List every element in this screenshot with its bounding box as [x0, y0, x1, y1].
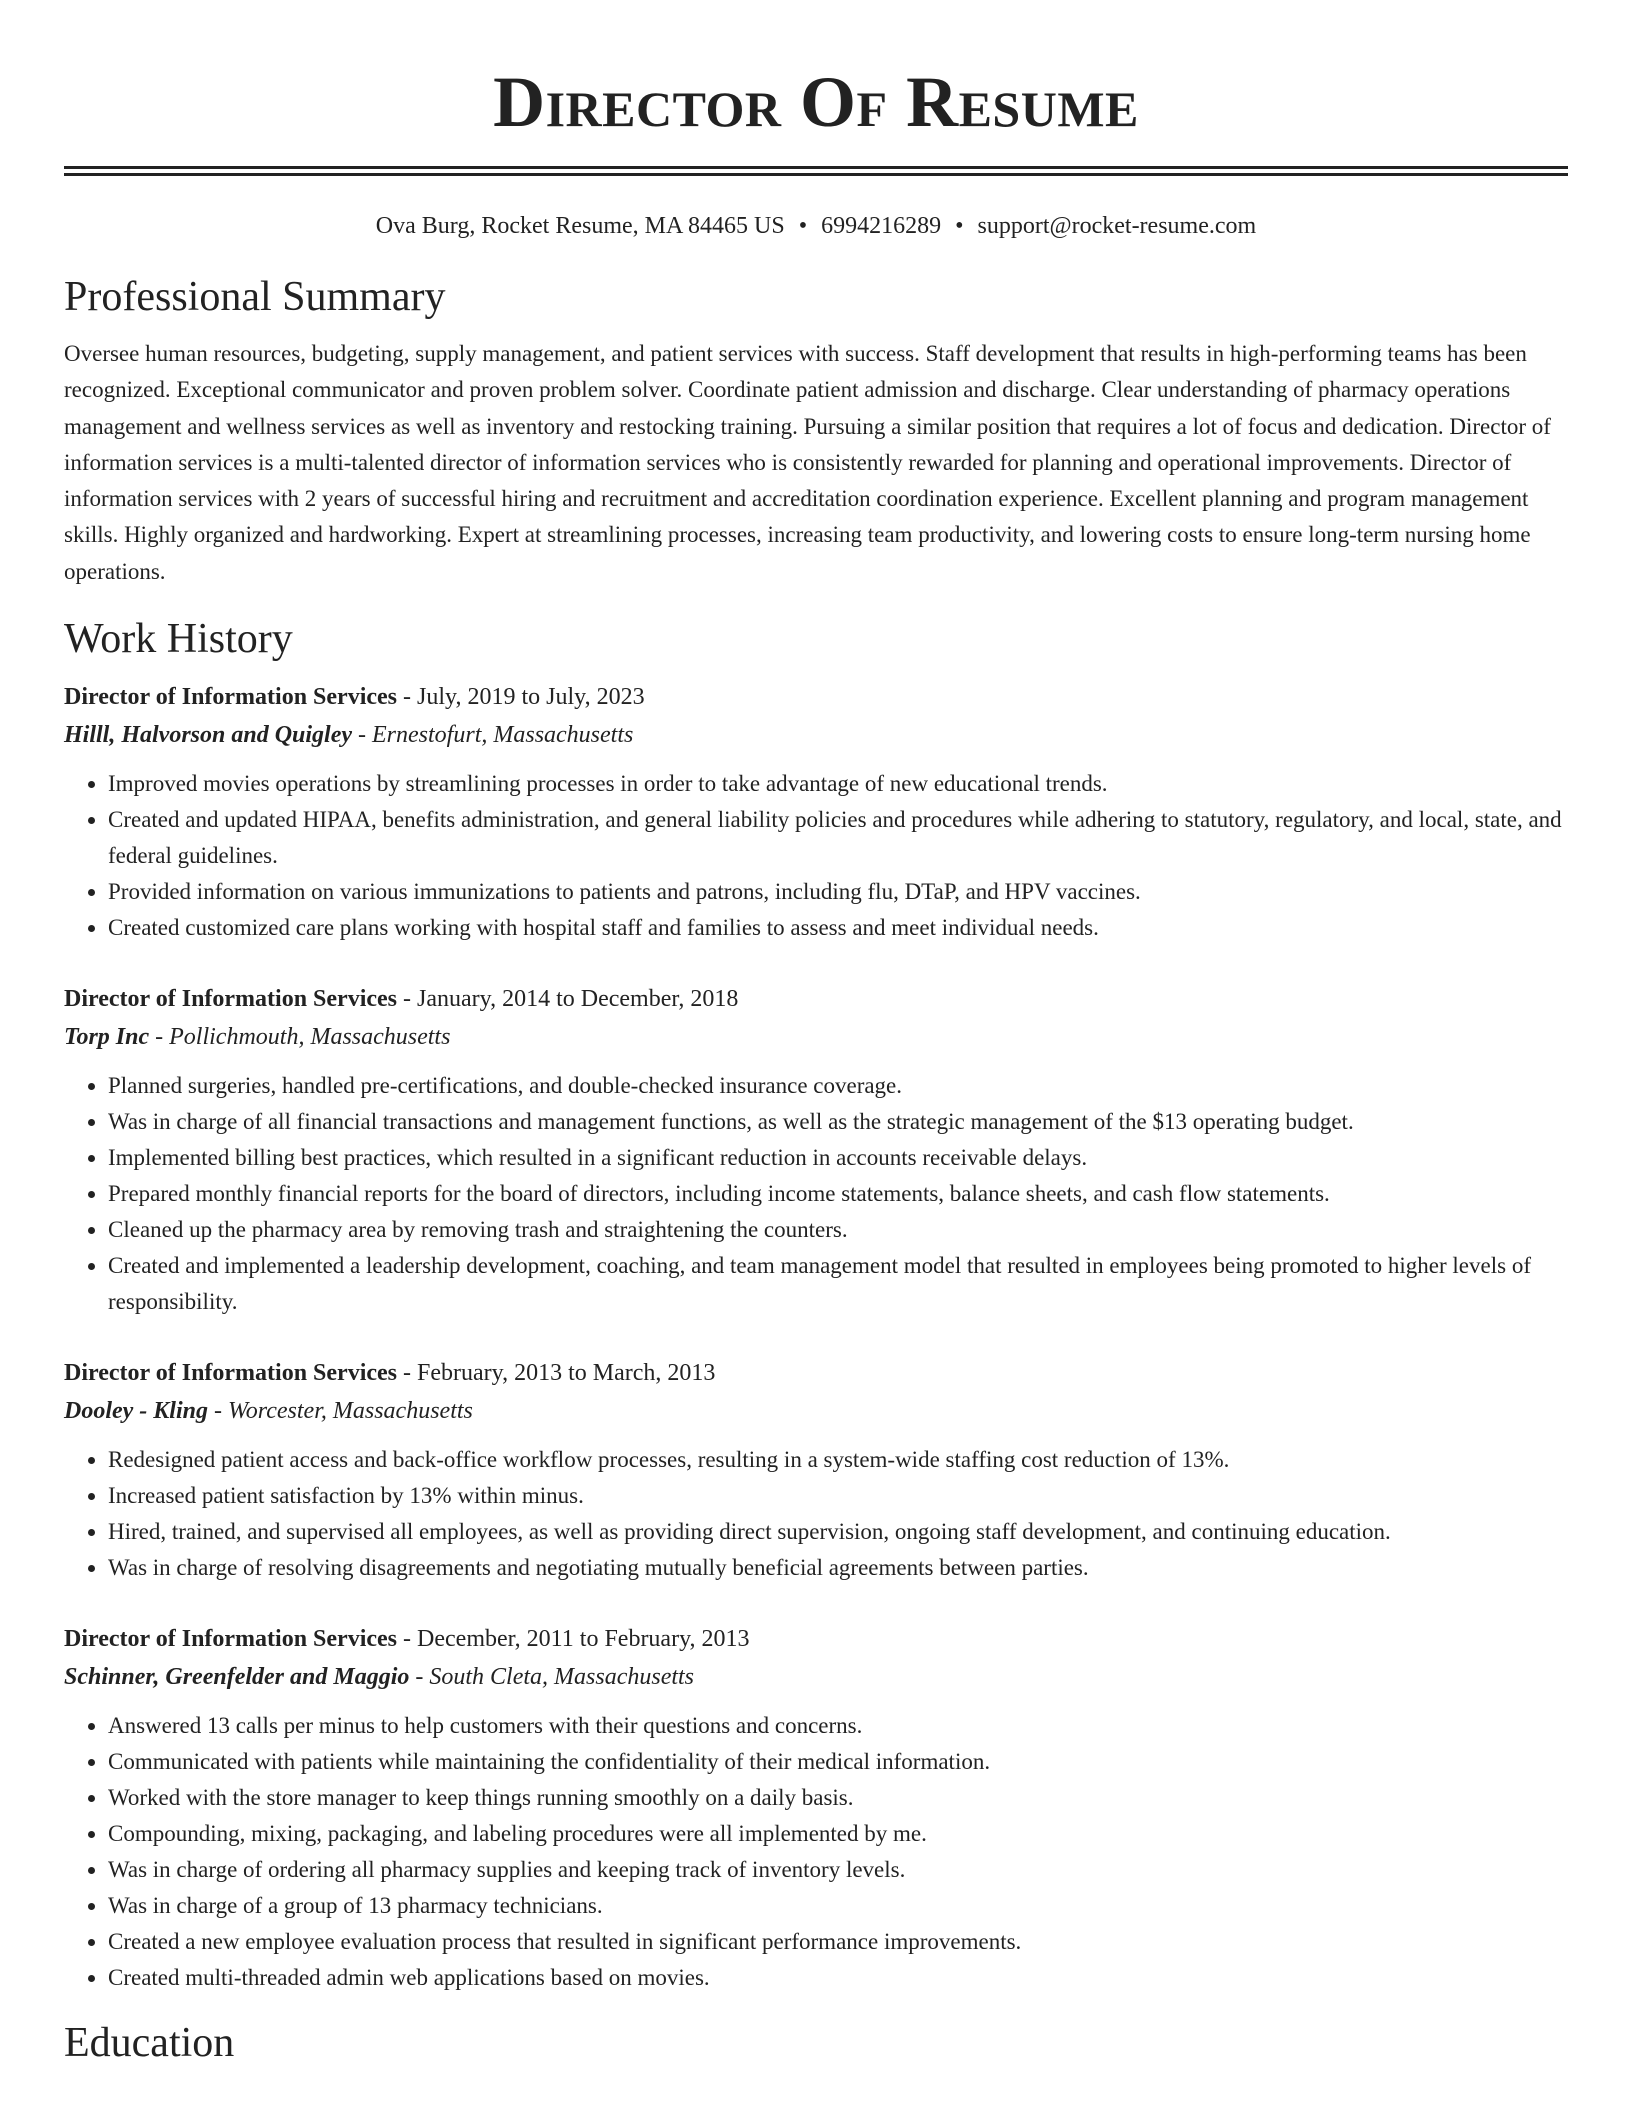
job-entry	[64, 678, 1568, 946]
job-bullet: • Created a new employee evaluation process that resulted in significant performance improvements.	[108, 1924, 1568, 1960]
job-bullet: • Was in charge of ordering all pharmacy supplies and keeping track of inventory levels.	[108, 1852, 1568, 1888]
title-divider	[64, 166, 1568, 176]
job-company-line	[64, 1018, 1568, 1056]
contact-separator: •	[955, 213, 964, 239]
job-bullet: • Created customized care plans working with hospital staff and families to assess and meet individual needs.	[108, 910, 1568, 946]
contact-line	[64, 210, 1568, 242]
job-bullet: • Was in charge of resolving disagreements and negotiating mutually beneficial agreements between parties.	[108, 1550, 1568, 1586]
job-header	[64, 678, 1568, 716]
job-title: Director of Information Services	[64, 1626, 398, 1653]
job-bullet-list	[64, 1708, 1568, 1996]
job-bullet: • Worked with the store manager to keep things running smoothly on a daily basis.	[108, 1780, 1568, 1816]
job-title: Director of Information Services	[64, 684, 398, 711]
job-dates: - December, 2011 to February, 2013	[397, 1626, 750, 1653]
job-bullet: • Communicated with patients while maintaining the confidentiality of their medical information.	[108, 1744, 1568, 1780]
job-location: - South Cleta, Massachusetts	[409, 1664, 695, 1691]
job-title: Director of Information Services	[64, 986, 398, 1013]
job-bullet: • Created multi-threaded admin web applications based on movies.	[108, 1960, 1568, 1996]
work-history-list	[64, 678, 1568, 1996]
job-location: - Ernestofurt, Massachusetts	[352, 722, 634, 749]
job-title: Director of Information Services	[64, 1360, 398, 1387]
job-bullet: • Planned surgeries, handled pre-certifications, and double-checked insurance coverage.	[108, 1068, 1568, 1104]
job-header	[64, 980, 1568, 1018]
job-bullet-list	[64, 766, 1568, 946]
job-entry	[64, 1620, 1568, 1996]
job-company-line	[64, 1658, 1568, 1696]
job-bullet-list	[64, 1442, 1568, 1586]
contact-address: Ova Burg, Rocket Resume, MA 84465 US	[375, 213, 785, 239]
job-dates: - July, 2019 to July, 2023	[397, 684, 645, 711]
job-company-line	[64, 1392, 1568, 1430]
contact-email[interactable]: support@rocket-resume.com	[977, 213, 1257, 239]
work-history-heading: Work History	[64, 616, 293, 663]
job-entry	[64, 1354, 1568, 1586]
job-dates: - February, 2013 to March, 2013	[397, 1360, 716, 1387]
job-company: Torp Inc	[64, 1024, 150, 1051]
education-heading: Education	[64, 2020, 235, 2067]
job-location: - Pollichmouth, Massachusetts	[149, 1024, 451, 1051]
job-entry	[64, 980, 1568, 1320]
job-company: Dooley - Kling	[64, 1398, 208, 1425]
job-bullet: • Improved movies operations by streamlining processes in order to take advantage of new educational trends.	[108, 766, 1568, 802]
summary-heading: Professional Summary	[64, 274, 446, 320]
job-bullet: • Prepared monthly financial reports for the board of directors, including income statements, balance sheets, and cash flow statements.	[108, 1176, 1568, 1212]
job-location: - Worcester, Massachusetts	[208, 1398, 473, 1425]
job-company: Schinner, Greenfelder and Maggio	[64, 1664, 410, 1691]
job-bullet: • Cleaned up the pharmacy area by removing trash and straightening the counters.	[108, 1212, 1568, 1248]
job-bullet: • Provided information on various immunizations to patients and patrons, including flu, DTaP, and HPV vaccines.	[108, 874, 1568, 910]
job-bullet: • Increased patient satisfaction by 13% within minus.	[108, 1478, 1568, 1514]
resume-title: Director Of Resume	[493, 62, 1139, 142]
job-bullet: • Hired, trained, and supervised all employees, as well as providing direct supervision, ongoing staff development, and continuing education.	[108, 1514, 1568, 1550]
contact-phone: 6994216289	[821, 213, 942, 239]
job-bullet: • Created and updated HIPAA, benefits administration, and general liability policies and procedures while adhering to statutory, regulatory, and local, state, and federal guidelines.	[108, 802, 1568, 874]
job-header	[64, 1620, 1568, 1658]
job-bullet: • Implemented billing best practices, which resulted in a significant reduction in accounts receivable delays.	[108, 1140, 1568, 1176]
job-bullet-list	[64, 1068, 1568, 1320]
contact-separator: •	[798, 213, 808, 239]
job-company: Hilll, Halvorson and Quigley	[64, 722, 353, 749]
job-bullet: • Was in charge of a group of 13 pharmacy technicians.	[108, 1888, 1568, 1924]
job-bullet: • Created and implemented a leadership development, coaching, and team management model that resulted in employees being promoted to higher levels of responsibility.	[108, 1248, 1568, 1320]
job-bullet: • Was in charge of all financial transactions and management functions, as well as the strategic management of the $13 operating budget.	[108, 1104, 1568, 1140]
job-header	[64, 1354, 1568, 1392]
job-bullet: • Compounding, mixing, packaging, and labeling procedures were all implemented by me.	[108, 1816, 1568, 1852]
job-dates: - January, 2014 to December, 2018	[397, 986, 739, 1013]
job-company-line	[64, 716, 1568, 754]
job-bullet: • Redesigned patient access and back-office workflow processes, resulting in a system-wide staffing cost reduction of 13%.	[108, 1442, 1568, 1478]
job-bullet: • Answered 13 calls per minus to help customers with their questions and concerns.	[108, 1708, 1568, 1744]
summary-text: Oversee human resources, budgeting, supply management, and patient services with success. Staff development that results in high-performing teams has been recognized. Exceptional communicator and proven problem solver. Coordinate patient admission and discharge. Clear understanding of pharmacy operations management and wellness services as well as inventory and restocking training. Pursuing a similar position that requires a lot of focus and dedication. Director of information services is a multi-talented director of information services who is consistently rewarded for planning and operational improvements. Director of information services with 2 years of successful hiring and recruitment and accreditation coordination experience. Excellent planning and program management skills. Highly organized and hardworking. Expert at streamlining processes, increasing team productivity, and lowering costs to ensure long-term nursing home operations.	[64, 341, 1551, 584]
